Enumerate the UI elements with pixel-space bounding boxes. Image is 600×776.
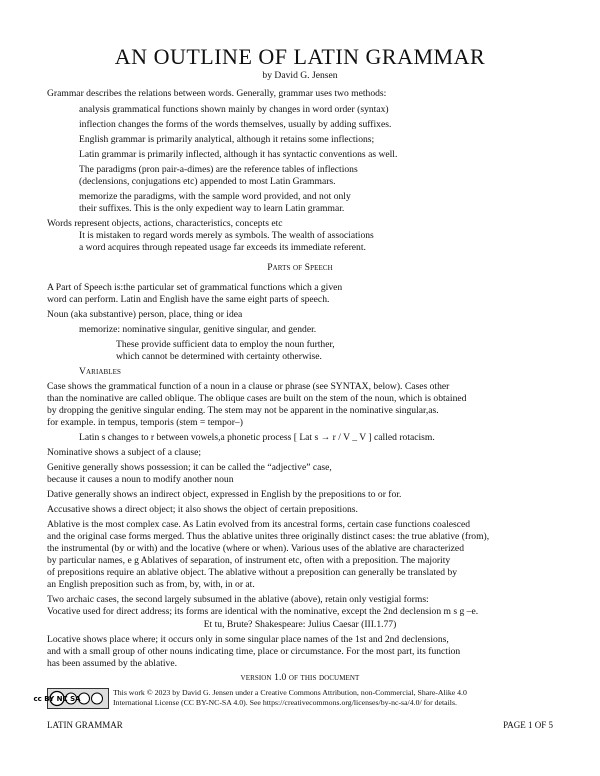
text-line: which cannot be determined with certainty otherwise. — [116, 351, 322, 362]
text-line: Latin s changes to r between vowels,a phonetic process [ Lat s → r / V _ V ] called rotacism. — [79, 432, 435, 443]
text-line: because it causes a noun to modify another noun — [47, 474, 234, 485]
text-line: Vocative used for direct address; its forms are identical with the nominative, except the 2nd declension m s g –e. — [47, 606, 479, 617]
text-line: Case shows the grammatical function of a noun in a clause or phrase (see SYNTAX, below). Cases other — [47, 381, 450, 392]
text-line: Two archaic cases, the second largely subsumed in the ablative (above), retain only vestigial forms: — [47, 594, 429, 605]
text-line: memorize: nominative singular, genitive singular, and gender. — [79, 324, 317, 335]
text-line: than the nominative are called oblique. The oblique cases are built on the stem of the noun, which is obtained — [47, 393, 467, 404]
text-line: of prepositions require an ablative object. The ablative without a preposition can generally be translated by — [47, 567, 458, 578]
text-line: analysis grammatical functions shown mainly by changes in word order (syntax) — [79, 104, 389, 115]
text-line: These provide sufficient data to employ the noun further, — [116, 339, 335, 350]
version-line: version 1.0 of this document — [240, 672, 360, 683]
footer-page-number: PAGE 1 OF 5 — [503, 720, 553, 730]
text-line: their suffixes. This is the only expedient way to learn Latin grammar. — [79, 203, 345, 214]
text-line: the instrumental (by or with) and the locative (where or when). Various uses of the ablative are characterized — [47, 543, 464, 554]
author-line: by David G. Jensen — [262, 70, 338, 81]
text-line: Words represent objects, actions, characteristics, concepts etc — [47, 218, 283, 229]
section-heading: Parts of Speech — [267, 262, 333, 273]
text-line: for example. in tempus, temporis (stem = tempor–) — [47, 417, 243, 428]
text-line: Accusative shows a direct object; it also shows the object of certain prepositions. — [47, 504, 358, 515]
text-line: a word acquires through repeated usage far exceeds its immediate referent. — [79, 242, 366, 253]
cc-badge-icon — [33, 689, 108, 708]
license-line: This work © 2023 by David G. Jensen under a Creative Commons Attribution, non-Commercial, Share-Alike 4.0 — [113, 688, 467, 697]
text-line: Latin grammar is primarily inflected, although it has syntactic conventions as well. — [79, 149, 398, 160]
license-line: International License (CC BY-NC-SA 4.0). See https://creativecommons.org/licenses/by-nc-sa/4.0/ for details. — [113, 698, 457, 707]
license-text — [113, 688, 467, 708]
text-line: (declensions, conjugations etc) appended to most Latin Grammars. — [79, 176, 336, 187]
text-line: It is mistaken to regard words merely as symbols. The wealth of associations — [79, 230, 374, 241]
text-line: Ablative is the most complex case. As Latin evolved from its ancestral forms, certain case functions coalesced — [47, 519, 471, 530]
text-line: by dropping the genitive singular ending. The stem may not be apparent in the nominative singular,as. — [47, 405, 439, 416]
footer-title: LATIN GRAMMAR — [47, 720, 123, 730]
text-line: and the original case forms merged. Thus the ablative unites three originally distinct cases: the true ablative (from), — [47, 531, 490, 542]
text-line: has been assumed by the ablative. — [47, 658, 178, 669]
text-line: Grammar describes the relations between words. Generally, grammar uses two methods: — [47, 88, 387, 99]
text-line: Locative shows place where; it occurs only in some singular place names of the 1st and 2nd declensions, — [47, 634, 449, 645]
text-line: word can perform. Latin and English have the same eight parts of speech. — [47, 294, 330, 305]
text-line: Nominative shows a subject of a clause; — [47, 447, 201, 458]
cc-license-badge — [33, 688, 109, 709]
subsection-heading: Variables — [79, 366, 122, 377]
text-line: Dative generally shows an indirect object, expressed in English by the prepositions to or for. — [47, 489, 402, 500]
text-line: English grammar is primarily analytical, although it retains some inflections; — [79, 134, 375, 145]
text-line: The paradigms (pron pair-a-dimes) are the reference tables of inflections — [79, 164, 358, 175]
text-line: an English preposition such as from, by, with, in or at. — [47, 579, 255, 590]
text-line: by particular names, e g Ablatives of separation, of instrument etc, often with a preposition. The majority — [47, 555, 451, 566]
text-line: Noun (aka substantive) person, place, thing or idea — [47, 309, 243, 320]
cc-badge-text: cc BY NC SA — [33, 695, 81, 703]
text-line: inflection changes the forms of the words themselves, usually by adding suffixes. — [79, 119, 392, 130]
quote-line: Et tu, Brute? Shakespeare: Julius Caesar (III.1.77) — [203, 619, 397, 630]
document-title: AN OUTLINE OF LATIN GRAMMAR — [114, 44, 486, 69]
text-line: and with a small group of other nouns indicating time, place or circumstance. For the most part, its function — [47, 646, 461, 657]
text-line: Genitive generally shows possession; it can be called the “adjective” case, — [47, 462, 332, 473]
text-line: memorize the paradigms, with the sample word provided, and not only — [79, 191, 351, 202]
text-line: A Part of Speech is:the particular set of grammatical functions which a given — [47, 282, 343, 293]
